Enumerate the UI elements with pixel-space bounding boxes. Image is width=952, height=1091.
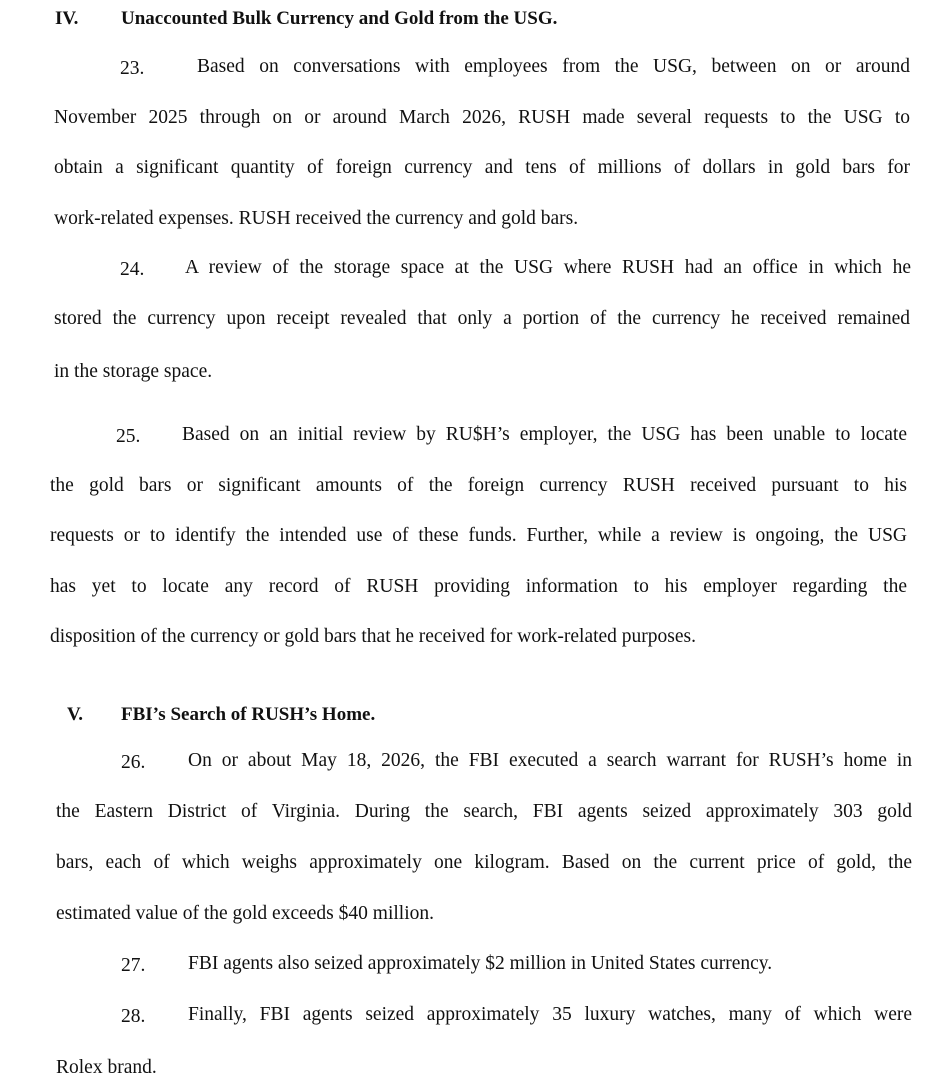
paragraph-number: 27.	[121, 955, 146, 976]
paragraph-line: A review of the storage space at the USG where RUSH had an office in which he	[185, 257, 911, 278]
paragraph-line: November 2025 through on or around March 2026, RUSH made several requests to the USG to	[54, 107, 910, 128]
paragraph-number: 26.	[121, 752, 146, 773]
paragraph-number: 28.	[121, 1006, 146, 1027]
paragraph-line: obtain a significant quantity of foreign currency and tens of millions of dollars in gold bars for	[54, 157, 910, 178]
paragraph-line: work-related expenses. RUSH received the currency and gold bars.	[54, 208, 579, 229]
paragraph-number: 23.	[120, 58, 145, 79]
section-title: FBI’s Search of RUSH’s Home.	[121, 704, 376, 725]
paragraph-line: disposition of the currency or gold bars that he received for work-related purposes.	[50, 626, 696, 647]
paragraph-line: bars, each of which weighs approximately one kilogram. Based on the current price of gold, the	[56, 852, 912, 873]
paragraph-line: the gold bars or significant amounts of the foreign currency RUSH received pursuant to his	[50, 475, 907, 496]
paragraph-line: requests or to identify the intended use of these funds. Further, while a review is ongoing, the USG	[50, 525, 907, 546]
paragraph-number: 24.	[120, 259, 145, 280]
paragraph-line: stored the currency upon receipt revealed that only a portion of the currency he received remained	[54, 308, 910, 329]
paragraph-line: Based on conversations with employees from the USG, between on or around	[197, 56, 910, 77]
paragraph-line: in the storage space.	[54, 361, 213, 382]
section-title: Unaccounted Bulk Currency and Gold from the USG.	[121, 8, 558, 29]
paragraph-line: the Eastern District of Virginia. During the search, FBI agents seized approximately 303 gold	[56, 801, 912, 822]
paragraph-line: has yet to locate any record of RUSH providing information to his employer regarding the	[50, 576, 907, 597]
paragraph-line: Finally, FBI agents seized approximately 35 luxury watches, many of which were	[188, 1004, 912, 1025]
paragraph-line: estimated value of the gold exceeds $40 million.	[56, 903, 434, 924]
paragraph-number: 25.	[116, 426, 141, 447]
section-heading	[55, 7, 558, 31]
paragraph-line: On or about May 18, 2026, the FBI executed a search warrant for RUSH’s home in	[188, 750, 912, 771]
paragraph-line: FBI agents also seized approximately $2 million in United States currency.	[188, 953, 773, 974]
section-numeral: IV.	[55, 8, 79, 29]
paragraph-line: Based on an initial review by RU$H’s employer, the USG has been unable to locate	[182, 424, 907, 445]
section-heading	[67, 703, 376, 727]
section-numeral: V.	[67, 704, 84, 725]
paragraph-line: Rolex brand.	[56, 1057, 157, 1078]
